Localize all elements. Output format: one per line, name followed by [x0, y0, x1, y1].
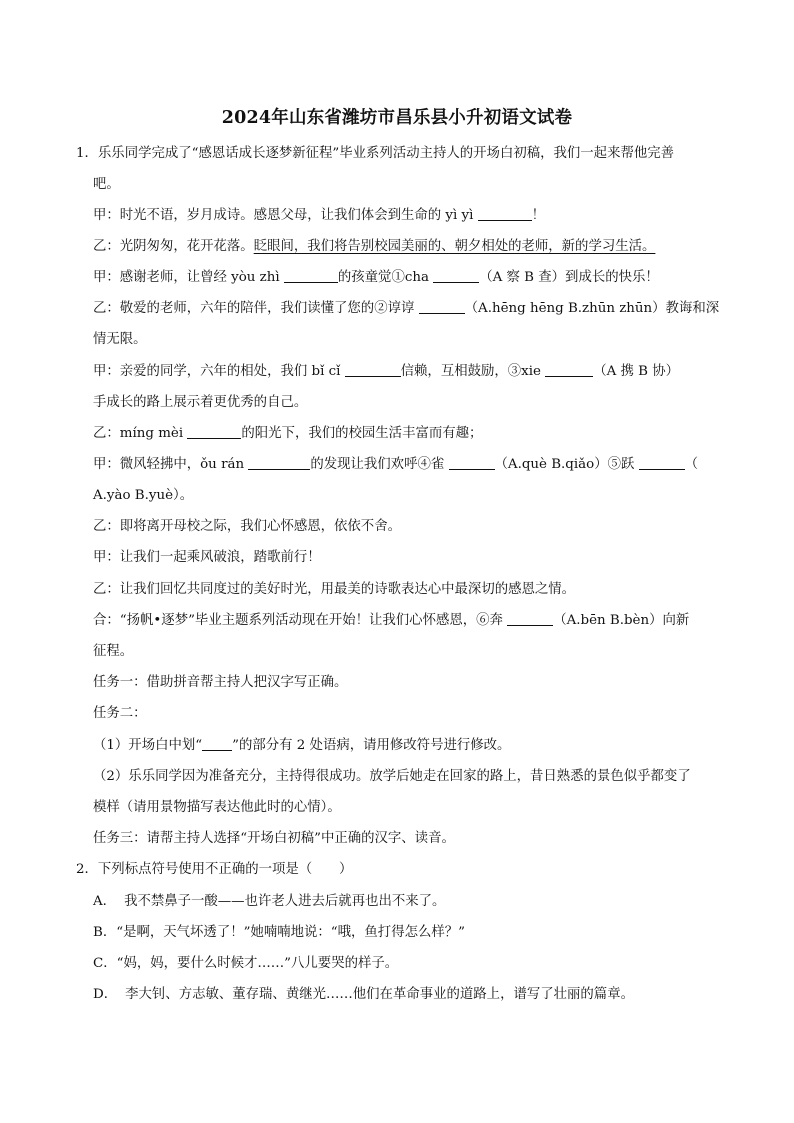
answer-blank[interactable] [419, 299, 465, 314]
question-number: 2． [76, 862, 98, 877]
underline-mark [202, 736, 232, 751]
dialogue-text: 乙：míng mèi [93, 426, 188, 441]
dialogue-line-cont: 征程。 [93, 644, 134, 659]
dialogue-text: 甲：时光不语，岁月成诗。感恩父母，让我们体会到生命的 yì yì [93, 208, 478, 223]
dialogue-text: 甲：亲爱的同学，六年的相处，我们 bǐ cǐ [93, 364, 345, 379]
choice-option-a[interactable] [93, 892, 445, 912]
dialogue-line: 乙：让我们回忆共同度过的美好时光，用最美的诗歌表达心中最深切的感恩之情。 [93, 582, 576, 597]
dialogue-line-cont: A.yào B.yuè）。 [93, 488, 194, 503]
option-text: 李大钊、方志敏、董存瑞、黄继光……他们在革命事业的道路上，谱写了壮丽的篇章。 [125, 987, 634, 1002]
task-two-item-1 [93, 736, 510, 756]
option-label: C． [93, 956, 117, 971]
dialogue-line-cont: 情无限。 [93, 332, 147, 347]
dialogue-line [93, 268, 659, 288]
answer-blank[interactable] [248, 455, 310, 470]
question-number: 1． [76, 146, 98, 161]
option-text: 我不禁鼻子一酸——也许老人进去后就再也出不来了。 [124, 894, 446, 909]
choice-option-b[interactable] [93, 923, 465, 943]
answer-blank[interactable] [545, 362, 593, 377]
task-text: ”的部分有 2 处语病，请用修改符号进行修改。 [232, 738, 511, 753]
dialogue-text: （A.hēng hēng B.zhūn zhūn）教诲和深 [464, 301, 720, 316]
q1-intro-cont: 吧。 [93, 177, 120, 192]
q1-intro-text: 乐乐同学完成了“感恩话成长逐梦新征程”毕业系列活动主持人的开场白初稿，我们一起来帮他完善 [97, 146, 675, 161]
dialogue-line [93, 237, 655, 257]
underlined-sentence: 眨眼间，我们将告别校园美丽的、朝夕相处的老师，新的学习生活。 [253, 239, 656, 254]
dialogue-line [93, 611, 689, 631]
q1-intro-line [76, 144, 674, 164]
choice-option-d[interactable] [93, 985, 634, 1005]
option-text: “是啊，天气坏透了！”她喃喃地说：“哦，鱼打得怎么样？” [116, 925, 465, 940]
dialogue-line [93, 424, 482, 444]
task-two-item-2-cont: 模样（请用景物描写表达他此时的心情）。 [93, 800, 341, 815]
task-two: 任务二： [93, 706, 147, 721]
dialogue-line-cont: 手成长的路上展示着更优秀的自己。 [93, 395, 308, 410]
dialogue-text: 信赖，互相鼓励，③xie [400, 364, 546, 379]
task-one: 任务一：借助拼音帮主持人把汉字写正确。 [93, 675, 348, 690]
dialogue-line [93, 206, 545, 226]
dialogue-text: （A.bēn B.bèn）向新 [553, 613, 690, 628]
dialogue-text: （A.què B.qiǎo）⑤跃 [494, 457, 639, 472]
task-text: （1）开场白中划“ [93, 738, 203, 753]
task-two-item-2: （2）乐乐同学因为准备充分，主持得很成功。放学后她走在回家的路上，昔日熟悉的景色似乎都变了 [93, 769, 691, 784]
answer-blank[interactable] [345, 362, 401, 377]
dialogue-line: 乙：即将离开母校之际，我们心怀感恩，依依不舍。 [93, 519, 401, 534]
dialogue-text: （ [684, 457, 699, 472]
answer-blank[interactable] [187, 424, 241, 439]
dialogue-text: 乙：光阴匆匆，花开花落。 [93, 239, 254, 254]
answer-blank[interactable] [449, 455, 495, 470]
q2-stem: 下列标点符号使用不正确的一项是（ ） [97, 862, 353, 877]
option-text: “妈，妈，要什么时候才……”八儿要哭的样子。 [116, 956, 399, 971]
answer-blank[interactable] [639, 455, 685, 470]
q2-stem-line [76, 860, 352, 880]
option-label: D． [93, 987, 118, 1002]
dialogue-text: 的阳光下，我们的校园生活丰富而有趣； [241, 426, 483, 441]
choice-option-c[interactable] [93, 954, 398, 974]
dialogue-text: （A 携 B 协） [593, 364, 680, 379]
answer-blank[interactable] [433, 268, 479, 283]
dialogue-text: 甲：感谢老师，让曾经 yòu zhì [93, 270, 284, 285]
dialogue-text: 乙：敬爱的老师，六年的陪伴，我们读懂了您的②谆谆 [93, 301, 419, 316]
answer-blank[interactable] [284, 268, 338, 283]
dialogue-text: ！ [531, 208, 546, 223]
dialogue-line [93, 362, 679, 382]
dialogue-text: （A 察 B 查）到成长的快乐！ [479, 270, 659, 285]
dialogue-text: 合：“扬帆•逐梦”毕业主题系列活动现在开始！让我们心怀感恩，⑥奔 [93, 613, 508, 628]
dialogue-text: 甲：微风轻拂中，ǒu rán [93, 457, 249, 472]
option-label: A． [93, 894, 117, 909]
dialogue-text: 的孩童觉①cha [337, 270, 434, 285]
answer-blank[interactable] [507, 611, 553, 626]
page-title: 2024年山东省潍坊市昌乐县小升初语文试卷 [221, 108, 573, 128]
task-three: 任务三：请帮主持人选择“开场白初稿”中正确的汉字、读音。 [93, 831, 455, 846]
dialogue-line [93, 299, 719, 319]
dialogue-line: 甲：让我们一起乘风破浪，踏歌前行！ [93, 550, 321, 565]
answer-blank[interactable] [478, 206, 532, 221]
option-label: B． [93, 925, 117, 940]
dialogue-text: 的发现让我们欢呼④雀 [310, 457, 449, 472]
dialogue-line [93, 455, 698, 475]
